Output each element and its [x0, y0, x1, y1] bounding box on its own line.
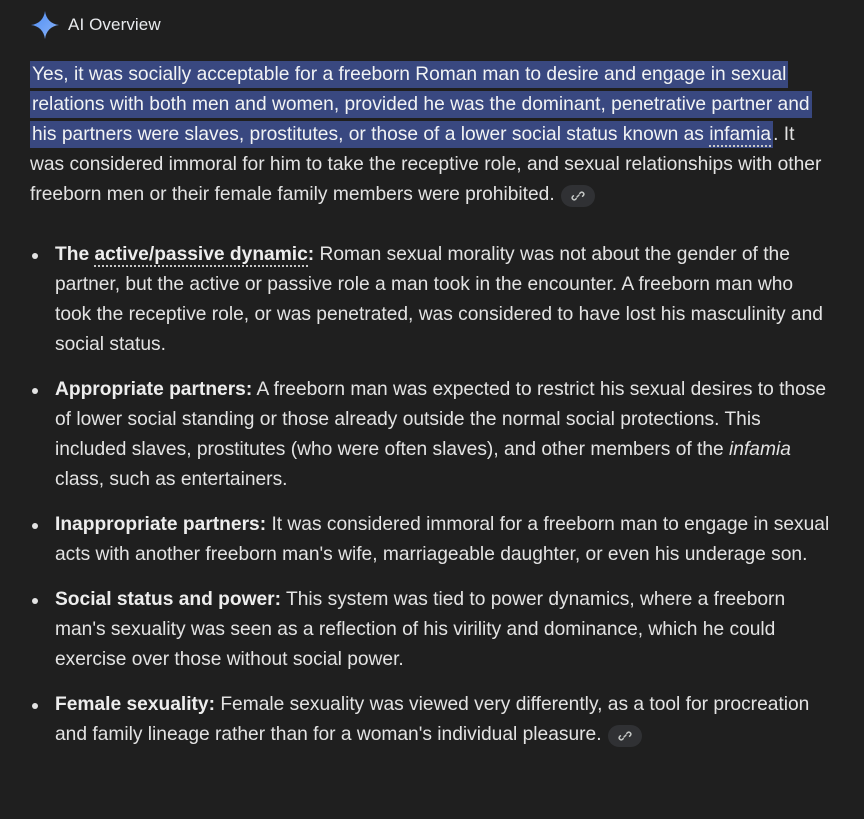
sparkle-icon — [30, 10, 60, 40]
intro-rest: . It was considered immoral for him to take the receptive role, and sexual relationships with other freeborn men or their female family members were prohibited. — [30, 124, 822, 205]
list-item — [30, 375, 830, 495]
header-title: AI Overview — [68, 15, 161, 34]
bullet-title: The active/passive dynamic: — [55, 244, 315, 265]
list-item — [30, 690, 830, 750]
infamia-term-link[interactable]: infamia — [709, 124, 772, 145]
bullet-text-after: class, such as entertainers. — [55, 469, 288, 490]
ai-overview-header — [30, 9, 161, 41]
source-link-button[interactable] — [608, 725, 642, 747]
list-item — [30, 585, 830, 675]
bullet-title: Female sexuality: — [55, 694, 215, 715]
list-item — [30, 240, 830, 360]
list-item — [30, 510, 830, 570]
active-passive-term-link[interactable]: active/passive dynamic — [94, 244, 308, 265]
ai-overview-content — [30, 60, 830, 765]
bullet-text: Roman sexual morality was not about the gender of the partner, but the active or passive role a man took in the encounter. A freeborn man who took the receptive role, or was penetrated, was considered to have lost his masculinity and social status. — [55, 244, 823, 355]
bullet-text: It was considered immoral for a freeborn man to engage in sexual acts with another freeborn man's wife, marriageable daughter, or even his underage son. — [55, 514, 830, 565]
bullet-title: Social status and power: — [55, 589, 282, 610]
bullet-title: Inappropriate partners: — [55, 514, 267, 535]
link-icon — [571, 189, 585, 203]
source-link-button[interactable] — [561, 185, 595, 207]
link-icon — [618, 729, 632, 743]
bullet-text: Female sexuality was viewed very differently, as a tool for procreation and family lineage rather than for a woman's individual pleasure. — [55, 694, 810, 745]
intro-paragraph — [30, 60, 830, 210]
bullet-text: A freeborn man was expected to restrict his sexual desires to those of lower social standing or those already outside the normal social protections. This included slaves, prostitutes (who were often slaves), and other members of the — [55, 379, 827, 460]
bullet-title: Appropriate partners: — [55, 379, 253, 400]
bullet-italic: infamia — [729, 439, 791, 460]
bullet-list — [30, 240, 830, 750]
highlighted-text: Yes, it was socially acceptable for a freeborn Roman man to desire and engage in sexual relations with both men and women, provided he was the dominant, penetrative partner and his partners were slaves, prostitutes, or those of a lower social status known as infamia — [30, 61, 812, 148]
bullet-text: This system was tied to power dynamics, where a freeborn man's sexuality was seen as a reflection of his virility and dominance, which he could exercise over those without social power. — [55, 589, 786, 670]
